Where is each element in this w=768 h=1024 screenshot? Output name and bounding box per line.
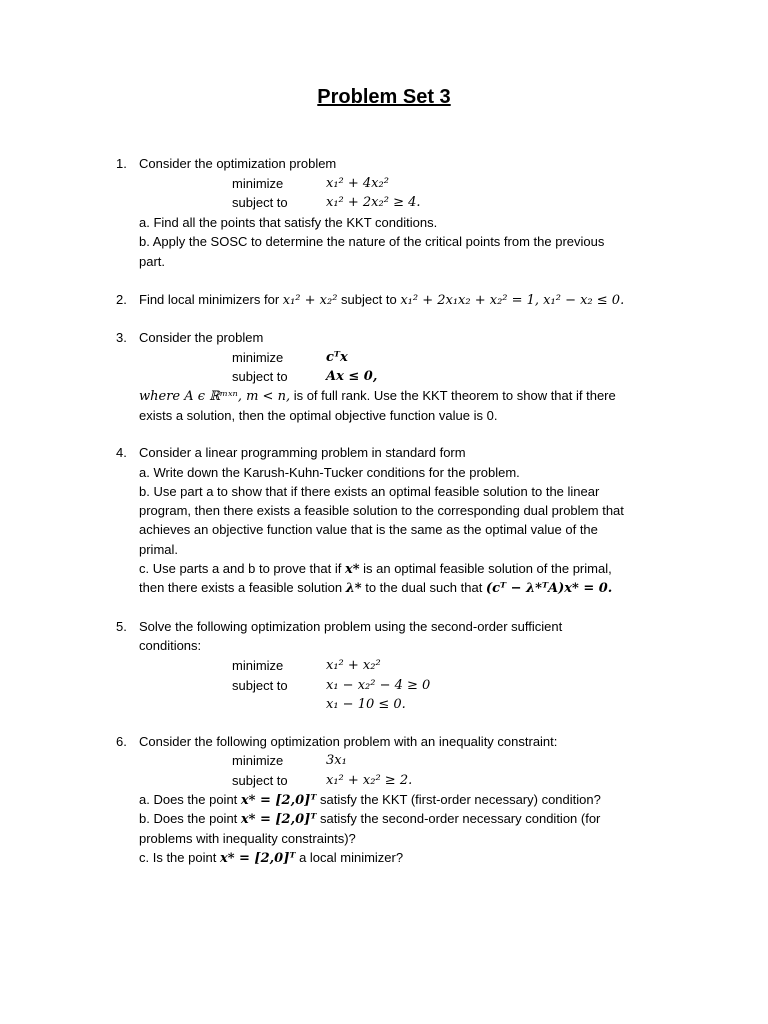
- problem-1-part-b-line-2: part.: [139, 254, 166, 269]
- problem-5-constraint-1: x₁ − x₂² − 4 ≥ 0: [326, 678, 431, 693]
- problem-6-minimize-label: minimize: [232, 753, 284, 768]
- problem-6-a-post: satisfy the KKT (first-order necessary) condition?: [316, 792, 601, 807]
- problem-6-c-point: x* = [2,0]ᵀ: [219, 851, 296, 866]
- problem-3-line-2: exists a solution, then the optimal objective function value is 0.: [139, 408, 498, 423]
- problem-5-constraint-2: x₁ − 10 ≤ 0.: [326, 697, 406, 712]
- problem-3-number: 3.: [116, 330, 127, 345]
- problem-6-number: 6.: [116, 734, 127, 749]
- problem-4-c2-math: λ*: [345, 581, 362, 596]
- problem-6-intro: Consider the following optimization problem with an inequality constraint:: [139, 734, 558, 749]
- problem-3-subject-to-label: subject to: [232, 369, 288, 384]
- problem-2-statement: [139, 290, 624, 311]
- problem-5-subject-to-label: subject to: [232, 678, 288, 693]
- problem-4-part-b-line-2: program, then there exists a feasible solution to the corresponding dual problem that: [139, 503, 624, 518]
- problem-5-number: 5.: [116, 619, 127, 634]
- problem-3-where-line: [139, 386, 616, 407]
- problem-4-part-b-line-4: primal.: [139, 542, 179, 557]
- problem-5-objective: x₁² + x₂²: [326, 658, 381, 673]
- problem-6-part-a: [139, 790, 601, 811]
- problem-3-objective: cᵀx: [326, 350, 348, 365]
- problem-6-a-point: x* = [2,0]ᵀ: [240, 793, 317, 808]
- problem-2-objective: x₁² + x₂²: [282, 293, 338, 308]
- problem-4-part-b-line-1: b. Use part a to show that if there exists an optimal feasible solution to the linear: [139, 484, 600, 499]
- problem-6-constraint: x₁² + x₂² ≥ 2.: [326, 773, 413, 788]
- problem-4-part-c-line-2: [139, 578, 612, 599]
- problem-1-number: 1.: [116, 156, 127, 171]
- problem-3-minimize-label: minimize: [232, 350, 284, 365]
- problem-2-text-pre: Find local minimizers for: [139, 292, 283, 307]
- problem-6-part-b-line-2: problems with inequality constraints)?: [139, 831, 356, 846]
- problem-3-intro: Consider the problem: [139, 330, 264, 345]
- problem-6-c-pre: c. Is the point: [139, 850, 220, 865]
- problem-4-number: 4.: [116, 445, 127, 460]
- problem-4-intro: Consider a linear programming problem in standard form: [139, 445, 466, 460]
- problem-1-intro: Consider the optimization problem: [139, 156, 337, 171]
- problem-6-a-pre: a. Does the point: [139, 792, 241, 807]
- problem-6-b-post: satisfy the second-order necessary condition (for: [316, 811, 601, 826]
- problem-1-minimize-label: minimize: [232, 176, 284, 191]
- problem-6-b-point: x* = [2,0]ᵀ: [240, 812, 317, 827]
- problem-4-c1-post: is an optimal feasible solution of the primal,: [359, 561, 612, 576]
- problem-6-objective: 3x₁: [326, 753, 347, 768]
- problem-1-part-a: a. Find all the points that satisfy the KKT conditions.: [139, 215, 438, 230]
- problem-2-text-mid: subject to: [337, 292, 401, 307]
- problem-4-c2-equation: (cᵀ − λ*ᵀA)x* = 0.: [485, 581, 613, 596]
- problem-4-c2-pre: then there exists a feasible solution: [139, 580, 346, 595]
- problem-6-part-b-line-1: [139, 809, 600, 830]
- problem-4-part-b-line-3: achieves an objective function value that is the same as the optimal value of the: [139, 522, 598, 537]
- problem-5-intro-line-2: conditions:: [139, 638, 202, 653]
- problem-6-part-c: [139, 848, 403, 869]
- problem-5-minimize-label: minimize: [232, 658, 284, 673]
- problem-3-where-text: is of full rank. Use the KKT theorem to show that if there: [290, 388, 616, 403]
- problem-5-intro-line-1: Solve the following optimization problem using the second-order sufficient: [139, 619, 563, 634]
- problem-1-objective: x₁² + 4x₂²: [326, 176, 389, 191]
- problem-6-c-post: a local minimizer?: [295, 850, 404, 865]
- problem-3-constraint: Ax ≤ 0,: [326, 369, 378, 384]
- problem-2-constraints: x₁² + 2x₁x₂ + x₂² = 1, x₁² − x₂ ≤ 0.: [400, 293, 625, 308]
- problem-3-where-math: where A ϵ ℝᵐˣⁿ, m < n,: [139, 389, 291, 404]
- problem-6-subject-to-label: subject to: [232, 773, 288, 788]
- problem-4-c1-math: x*: [344, 562, 360, 577]
- problem-4-c1-pre: c. Use parts a and b to prove that if: [139, 561, 345, 576]
- problem-4-part-a: a. Write down the Karush-Kuhn-Tucker conditions for the problem.: [139, 465, 520, 480]
- problem-1-subject-to-label: subject to: [232, 195, 288, 210]
- problem-6-b-pre: b. Does the point: [139, 811, 241, 826]
- problem-1-part-b-line-1: b. Apply the SOSC to determine the nature of the critical points from the previous: [139, 234, 605, 249]
- problem-4-part-c-line-1: [139, 559, 612, 580]
- problem-4-c2-mid: to the dual such that: [361, 580, 486, 595]
- problem-1-constraint: x₁² + 2x₂² ≥ 4.: [326, 195, 421, 210]
- problem-2-number: 2.: [116, 292, 127, 307]
- page-title: Problem Set 3: [317, 86, 451, 108]
